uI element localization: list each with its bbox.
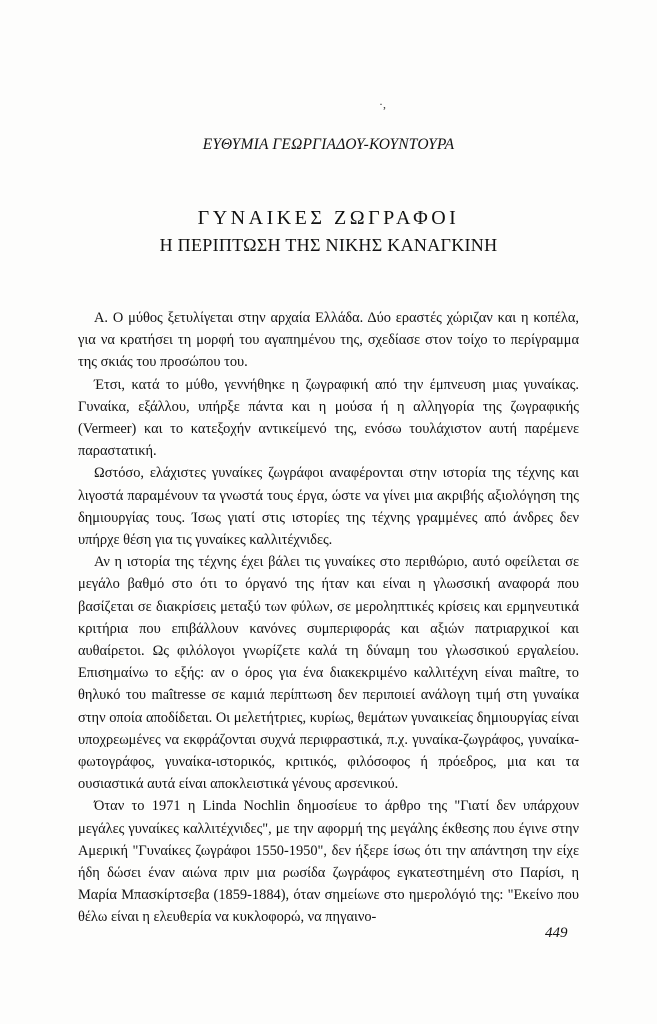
- paragraph: Αν η ιστορία της τέχνης έχει βάλει τις γυναίκες στο περιθώριο, αυτό οφείλεται σε μεγάλο βαθμό στο ότι το όργανό της ήταν και είναι η γλωσσική αναφορά που βασίζεται σε διακρίσεις μεταξύ των φύλων, σε μεροληπτικές κρίσεις και ερμηνευτικά κριτήρια που επιβάλλουν κανόνες συμπεριφοράς και αξιών πατριαρχικοί και αυθαίρετοι. Ως φιλόλογοι γνωρίζετε καλά τη δύναμη του γλωσσικού εργαλείου. Επισημαίνω το εξής: αν ο όρος για ένα διακεκριμένο καλλιτέχνη είναι maître, το θηλυκό του maîtresse σε καμιά περίπτωση δεν περιποιεί ανάλογη τιμή στη γυναίκα στην οποία αποδίδεται. Οι μελετήτριες, κυρίως, θεμάτων γυναικείας δημιουργίας είναι υποχρεωμένες να εκφράζονται συχνά περιφραστικά, π.χ. γυναίκα-ζωγράφος, γυναίκα-φωτογράφος, γυναίκα-ιστορικός, κριτικός, φιλόσοφος ή πρόεδρος, μια και τα ουσιαστικά αυτά είναι αποκλειστικά γένους αρσενικού.: [78, 554, 579, 793]
- body-text: [78, 307, 579, 929]
- article-subtitle: Η ΠΕΡΙΠΤΩΣΗ ΤΗΣ ΝΙΚΗΣ ΚΑΝΑΓΚΙΝΗ: [159, 235, 498, 255]
- author-name: ΕΥΘΥΜΙΑ ΓΕΩΡΓΙΑΔΟΥ-ΚΟΥΝΤΟΥΡΑ: [202, 136, 455, 153]
- paragraph: Ωστόσο, ελάχιστες γυναίκες ζωγράφοι αναφέρονται στην ιστορία της τέχνης και λιγοστά παραμένουν τα γνωστά τους έργα, ώστε να γίνει μια ακριβής αξιολόγηση της δημιουργίας τους. Ίσως γιατί στις ιστορίες της τέχνης γραμμένες από άνδρες δεν υπήρχε θέση για τις γυναίκες καλλιτέχνιδες.: [78, 465, 579, 549]
- paragraph: Όταν το 1971 η Linda Nochlin δημοσίευε το άρθρο της "Γιατί δεν υπάρχουν μεγάλες γυναίκες καλλιτέχνιδες", με την αφορμή της μεγάλης έκθεσης που έγινε στην Αμερική "Γυναίκες ζωγράφοι 1550-1950", δεν ήξερε ίσως ότι την απάντηση την είχε ήδη δώσει έναν αιώνα πριν μια ρωσίδα ζωγράφος εγκατεστημένη στο Παρίσι, η Μαρία Μπασκίρτσεβα (1859-1884), όταν σημείωνε στο ημερολόγιό της: "Εκείνο που θέλω είναι η ελευθερία να κυκλοφορώ, να πηγαινο-: [78, 798, 579, 926]
- paragraph: Α. Ο μύθος ξετυλίγεται στην αρχαία Ελλάδα. Δύο εραστές χώριζαν και η κοπέλα, για να κρατήσει τη μορφή του αγαπημένου της, σχεδίασε στον τοίχο το περίγραμμα της σκιάς του προσώπου του.: [78, 310, 579, 371]
- article-title: ΓΥΝΑΙΚΕΣ ΖΩΓΡΑΦΟΙ: [197, 207, 460, 229]
- paragraph: Έτσι, κατά το μύθο, γεννήθηκε η ζωγραφική από την έμπνευση μιας γυναίκας. Γυναίκα, εξάλλου, υπήρξε πάντα και η μούσα ή η αλληγορία της ζωγραφικής (Vermeer) και το κατεξοχήν αντικείμενό της, ενόσω τουλάχιστον αυτή παρέμενε παραστατική.: [78, 376, 579, 460]
- scan-speck: ·,: [379, 97, 386, 111]
- page-number: 449: [545, 925, 568, 941]
